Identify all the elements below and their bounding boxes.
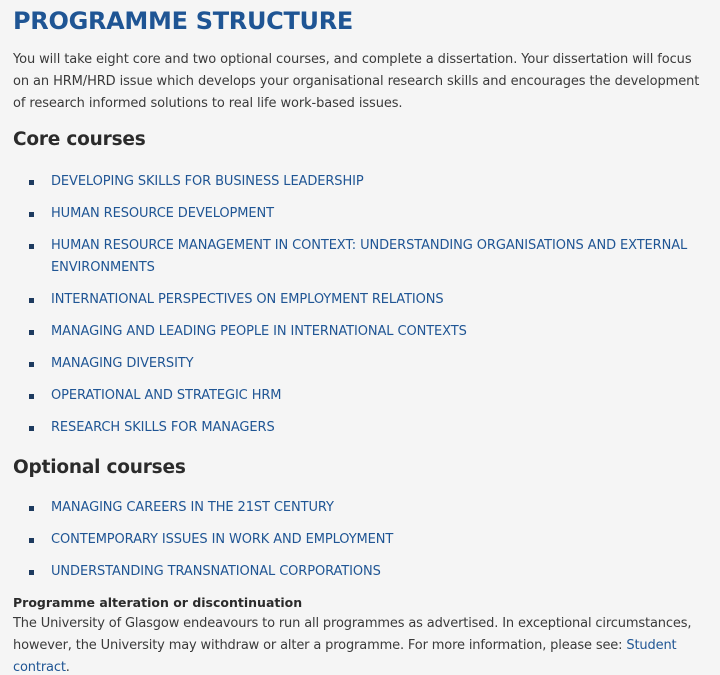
bullet-icon: [29, 298, 34, 303]
student-contract-link[interactable]: Student contract: [13, 638, 677, 675]
course-link[interactable]: MANAGING DIVERSITY: [51, 356, 194, 371]
optional-courses-list: [13, 497, 707, 583]
programme-alteration-notice: [13, 593, 707, 675]
list-item: [13, 353, 707, 375]
course-link[interactable]: HUMAN RESOURCE DEVELOPMENT: [51, 206, 274, 221]
core-courses-list: [13, 171, 707, 439]
list-item: [13, 385, 707, 407]
bullet-icon: [29, 570, 34, 575]
course-link[interactable]: HUMAN RESOURCE MANAGEMENT IN CONTEXT: UNDERSTANDING ORGANISATIONS AND EXTERNAL ENVIRONMENTS: [51, 238, 688, 275]
bullet-icon: [29, 244, 34, 249]
page-title: PROGRAMME STRUCTURE: [13, 7, 354, 35]
bullet-icon: [29, 362, 34, 367]
course-link[interactable]: MANAGING AND LEADING PEOPLE IN INTERNATIONAL CONTEXTS: [51, 324, 467, 339]
notice-text: [13, 613, 707, 675]
optional-courses-heading: Optional courses: [13, 457, 186, 478]
bullet-icon: [29, 394, 34, 399]
course-link[interactable]: INTERNATIONAL PERSPECTIVES ON EMPLOYMENT RELATIONS: [51, 292, 444, 307]
list-item: [13, 529, 707, 551]
list-item: [13, 321, 707, 343]
list-item: [13, 417, 707, 439]
bullet-icon: [29, 506, 34, 511]
course-link[interactable]: UNDERSTANDING TRANSNATIONAL CORPORATIONS: [51, 564, 381, 579]
notice-title: Programme alteration or discontinuation: [13, 595, 303, 610]
course-link[interactable]: DEVELOPING SKILLS FOR BUSINESS LEADERSHIP: [51, 174, 364, 189]
bullet-icon: [29, 538, 34, 543]
notice-body: The University of Glasgow endeavours to run all programmes as advertised. In exceptional circumstances, however, the University may withdraw or alter a programme. For more information, please see:: [13, 616, 692, 653]
intro-paragraph: You will take eight core and two optional courses, and complete a dissertation. Your dissertation will focus on an HRM/HRD issue which develops your organisational research skills and encourages the development of research informed solutions to real life work-based issues.: [13, 52, 700, 111]
list-item: [13, 203, 707, 225]
bullet-icon: [29, 426, 34, 431]
bullet-icon: [29, 180, 34, 185]
bullet-icon: [29, 330, 34, 335]
core-courses-heading: Core courses: [13, 129, 146, 150]
list-item: [13, 235, 707, 279]
list-item: [13, 171, 707, 193]
course-link[interactable]: CONTEMPORARY ISSUES IN WORK AND EMPLOYMENT: [51, 532, 394, 547]
list-item: [13, 289, 707, 311]
list-item: [13, 561, 707, 583]
notice-suffix: .: [65, 660, 70, 675]
course-link[interactable]: RESEARCH SKILLS FOR MANAGERS: [51, 420, 275, 435]
list-item: [13, 497, 707, 519]
course-link[interactable]: OPERATIONAL AND STRATEGIC HRM: [51, 388, 282, 403]
bullet-icon: [29, 212, 34, 217]
course-link[interactable]: MANAGING CAREERS IN THE 21ST CENTURY: [51, 500, 334, 515]
